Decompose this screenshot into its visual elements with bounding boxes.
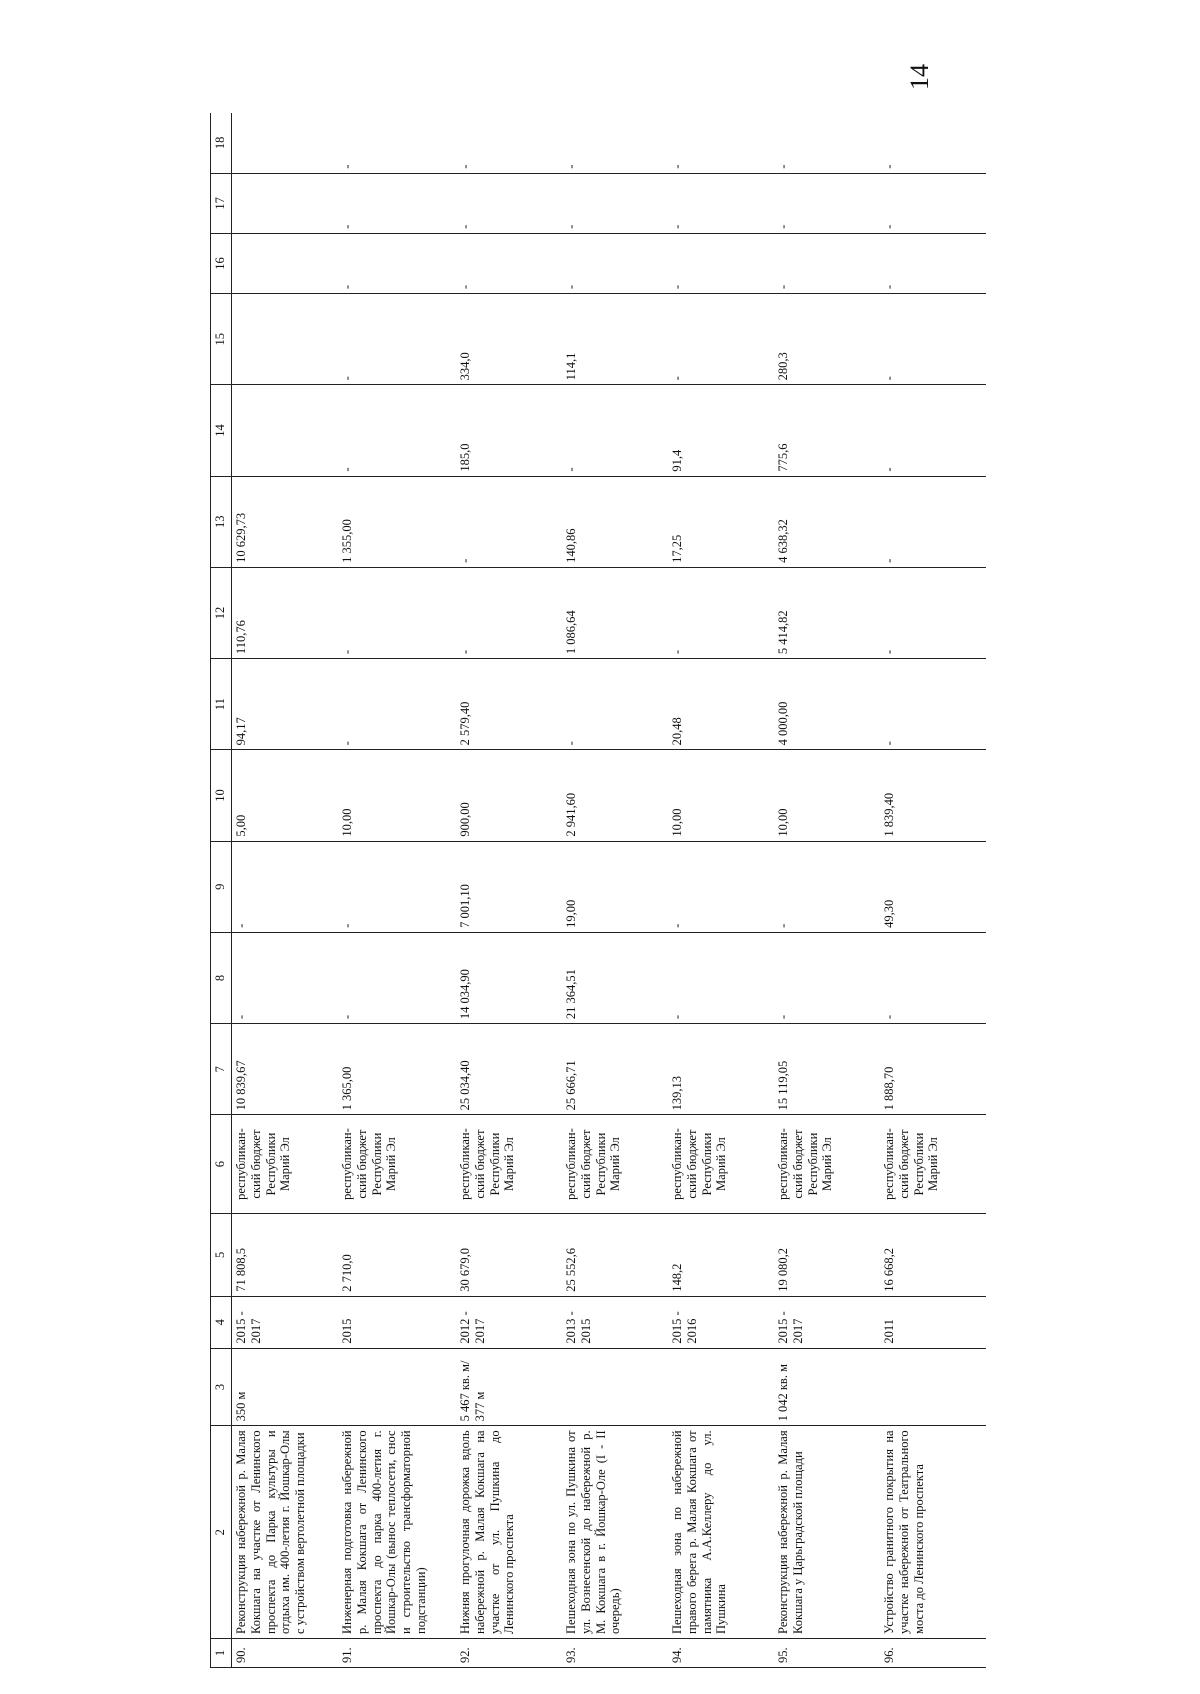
- cell-value: 2 579,40: [456, 659, 562, 750]
- cell-value: 25 666,71: [562, 1024, 668, 1115]
- cell-value: 775,6: [774, 385, 880, 476]
- funding-source: республикан-ский бюджет Республики Марий Эл: [562, 1115, 668, 1214]
- cell-value: -: [668, 932, 774, 1023]
- cell-value: -: [880, 294, 986, 385]
- column-header: 1: [211, 1638, 232, 1667]
- cell-value: -: [562, 173, 668, 233]
- column-header-row: [211, 113, 232, 1668]
- estimated-cost: 71 808,5: [232, 1213, 339, 1296]
- cell-value: -: [880, 659, 986, 750]
- cell-value: -: [338, 567, 456, 658]
- cell-value: -: [338, 294, 456, 385]
- cell-value: -: [562, 233, 668, 293]
- column-header: 6: [211, 1115, 232, 1214]
- table-row: [880, 113, 986, 1668]
- estimated-cost: 30 679,0: [456, 1213, 562, 1296]
- cell-value: -: [880, 932, 986, 1023]
- cell-value: 1 888,70: [880, 1024, 986, 1115]
- column-header: 18: [211, 113, 232, 173]
- cell-value: 1 839,40: [880, 750, 986, 841]
- estimated-cost: 16 668,2: [880, 1213, 986, 1296]
- cell-value: -: [562, 113, 668, 173]
- column-header: 8: [211, 932, 232, 1023]
- capacity: 5 467 кв. м/ 377 м: [456, 1348, 562, 1426]
- cell-value: 21 364,51: [562, 932, 668, 1023]
- row-number: 92.: [456, 1638, 562, 1667]
- cell-value: 49,30: [880, 841, 986, 932]
- funding-source: республикан-ский бюджет Республики Марий Эл: [774, 1115, 880, 1214]
- cell-value: 139,13: [668, 1024, 774, 1115]
- object-name: Реконструкция набережной р. Малая Кокшага у Царьградской площади: [774, 1426, 880, 1639]
- column-header: 14: [211, 385, 232, 476]
- cell-value: -: [338, 659, 456, 750]
- cell-value: 1 355,00: [338, 476, 456, 567]
- years: 2015: [338, 1296, 456, 1348]
- page-number: 14: [905, 64, 934, 90]
- cell-value: -: [668, 173, 774, 233]
- cell-value: -: [338, 841, 456, 932]
- table-row: [774, 113, 880, 1668]
- table-row: [232, 113, 339, 1668]
- object-name: Пешеходная зона по набережной правого берега р. Малая Кокшага от памятника А.А.Келлеру до ул. Пушкина: [668, 1426, 774, 1639]
- column-header: 13: [211, 476, 232, 567]
- cell-value: -: [456, 173, 562, 233]
- cell-value: -: [338, 113, 456, 173]
- row-number: 91.: [338, 1638, 456, 1667]
- column-header: 17: [211, 173, 232, 233]
- cell-value: -: [668, 233, 774, 293]
- funding-source: республикан-ский бюджет Республики Марий Эл: [338, 1115, 456, 1214]
- column-header: 4: [211, 1296, 232, 1348]
- cell-value: 114,1: [562, 294, 668, 385]
- cell-value: 14 034,90: [456, 932, 562, 1023]
- cell-value: 10,00: [338, 750, 456, 841]
- cell-value: -: [456, 113, 562, 173]
- funding-source: республикан-ский бюджет Республики Марий Эл: [456, 1115, 562, 1214]
- capacity: [668, 1348, 774, 1426]
- cell-value: -: [562, 385, 668, 476]
- cell-value: [232, 113, 339, 173]
- cell-value: 10 629,73: [232, 476, 339, 567]
- cell-value: -: [880, 385, 986, 476]
- column-header: 15: [211, 294, 232, 385]
- cell-value: [232, 385, 339, 476]
- years: 2015 - 2017: [774, 1296, 880, 1348]
- cell-value: 1 086,64: [562, 567, 668, 658]
- object-name: Пешеходная зона по ул. Пушкина от ул. Вознесенской до набережной р. М. Кокшага в г. Йошкар-Оле (I - II очередь): [562, 1426, 668, 1639]
- object-name: Устройство гранитного покрытия на участке набережной от Театрального моста до Ленинского проспекта: [880, 1426, 986, 1639]
- estimated-cost: 148,2: [668, 1213, 774, 1296]
- cell-value: 280,3: [774, 294, 880, 385]
- years: 2013 - 2015: [562, 1296, 668, 1348]
- cell-value: 5 414,82: [774, 567, 880, 658]
- row-number: 94.: [668, 1638, 774, 1667]
- row-number: 95.: [774, 1638, 880, 1667]
- cell-value: -: [232, 841, 339, 932]
- column-header: 10: [211, 750, 232, 841]
- cell-value: -: [338, 173, 456, 233]
- cell-value: -: [562, 659, 668, 750]
- cell-value: -: [338, 233, 456, 293]
- years: 2011: [880, 1296, 986, 1348]
- cell-value: -: [668, 567, 774, 658]
- cell-value: -: [456, 567, 562, 658]
- cell-value: 25 034,40: [456, 1024, 562, 1115]
- column-header: 12: [211, 567, 232, 658]
- cell-value: -: [456, 476, 562, 567]
- cell-value: -: [774, 841, 880, 932]
- table-body: [232, 113, 987, 1668]
- object-name: Нижняя прогулочная дорожка вдоль набережной р. Малая Кокшага на участке от ул. Пушкина до Ленинского проспекта: [456, 1426, 562, 1639]
- capacity: [338, 1348, 456, 1426]
- cell-value: 10,00: [774, 750, 880, 841]
- years: 2015 - 2017: [232, 1296, 339, 1348]
- row-number: 93.: [562, 1638, 668, 1667]
- cell-value: -: [774, 113, 880, 173]
- cell-value: [232, 294, 339, 385]
- cell-value: [232, 173, 339, 233]
- years: 2012 - 2017: [456, 1296, 562, 1348]
- cell-value: -: [880, 567, 986, 658]
- rotated-table-container: [210, 113, 980, 1668]
- cell-value: -: [668, 841, 774, 932]
- capacity: 1 042 кв. м: [774, 1348, 880, 1426]
- cell-value: 334,0: [456, 294, 562, 385]
- estimated-cost: 2 710,0: [338, 1213, 456, 1296]
- estimated-cost: 25 552,6: [562, 1213, 668, 1296]
- cell-value: -: [774, 173, 880, 233]
- object-name: Реконструкция набережной р. Малая Кокшага на участке от Ленинского проспекта до Парка культуры и отдыха им. 400-летия г. Йошкар-Олы с устройством вертолетной площадки: [232, 1426, 339, 1639]
- funding-source: республикан-ский бюджет Республики Марий Эл: [232, 1115, 339, 1214]
- capacity: 350 м: [232, 1348, 339, 1426]
- cell-value: 10,00: [668, 750, 774, 841]
- cell-value: -: [880, 173, 986, 233]
- cell-value: -: [880, 233, 986, 293]
- cell-value: -: [338, 385, 456, 476]
- cell-value: 185,0: [456, 385, 562, 476]
- row-number: 96.: [880, 1638, 986, 1667]
- cell-value: 140,86: [562, 476, 668, 567]
- object-name: Инженерная подготовка набережной р. Малая Кокшага от Ленинского проспекта до парка 400-летия г. Йошкар-Олы (вынос теплосети, снос и строительство трансформаторной подстанции): [338, 1426, 456, 1639]
- cell-value: 20,48: [668, 659, 774, 750]
- table-row: [456, 113, 562, 1668]
- column-header: 2: [211, 1426, 232, 1639]
- cell-value: 10 839,67: [232, 1024, 339, 1115]
- cell-value: 4 000,00: [774, 659, 880, 750]
- table-row: [668, 113, 774, 1668]
- cell-value: -: [668, 294, 774, 385]
- cell-value: [232, 233, 339, 293]
- column-header: 5: [211, 1213, 232, 1296]
- table-row: [338, 113, 456, 1668]
- cell-value: 5,00: [232, 750, 339, 841]
- cell-value: 110,76: [232, 567, 339, 658]
- column-header: 3: [211, 1348, 232, 1426]
- column-header: 7: [211, 1024, 232, 1115]
- cell-value: 900,00: [456, 750, 562, 841]
- cell-value: 19,00: [562, 841, 668, 932]
- cell-value: 7 001,10: [456, 841, 562, 932]
- column-header: 16: [211, 233, 232, 293]
- cell-value: 91,4: [668, 385, 774, 476]
- row-number: 90.: [232, 1638, 339, 1667]
- funding-source: республикан-ский бюджет Республики Марий Эл: [668, 1115, 774, 1214]
- cell-value: -: [880, 476, 986, 567]
- cell-value: -: [232, 932, 339, 1023]
- cell-value: 1 365,00: [338, 1024, 456, 1115]
- column-header: 11: [211, 659, 232, 750]
- funding-source: республикан-ский бюджет Республики Марий Эл: [880, 1115, 986, 1214]
- capacity: [880, 1348, 986, 1426]
- capacity: [562, 1348, 668, 1426]
- budget-table: [210, 113, 986, 1668]
- cell-value: 17,25: [668, 476, 774, 567]
- cell-value: -: [668, 113, 774, 173]
- estimated-cost: 19 080,2: [774, 1213, 880, 1296]
- table-row: [562, 113, 668, 1668]
- cell-value: -: [774, 932, 880, 1023]
- cell-value: -: [774, 233, 880, 293]
- years: 2015 - 2016: [668, 1296, 774, 1348]
- column-header: 9: [211, 841, 232, 932]
- cell-value: 94,17: [232, 659, 339, 750]
- cell-value: -: [338, 932, 456, 1023]
- cell-value: 4 638,32: [774, 476, 880, 567]
- cell-value: 15 119,05: [774, 1024, 880, 1115]
- cell-value: 2 941,60: [562, 750, 668, 841]
- cell-value: -: [456, 233, 562, 293]
- cell-value: -: [880, 113, 986, 173]
